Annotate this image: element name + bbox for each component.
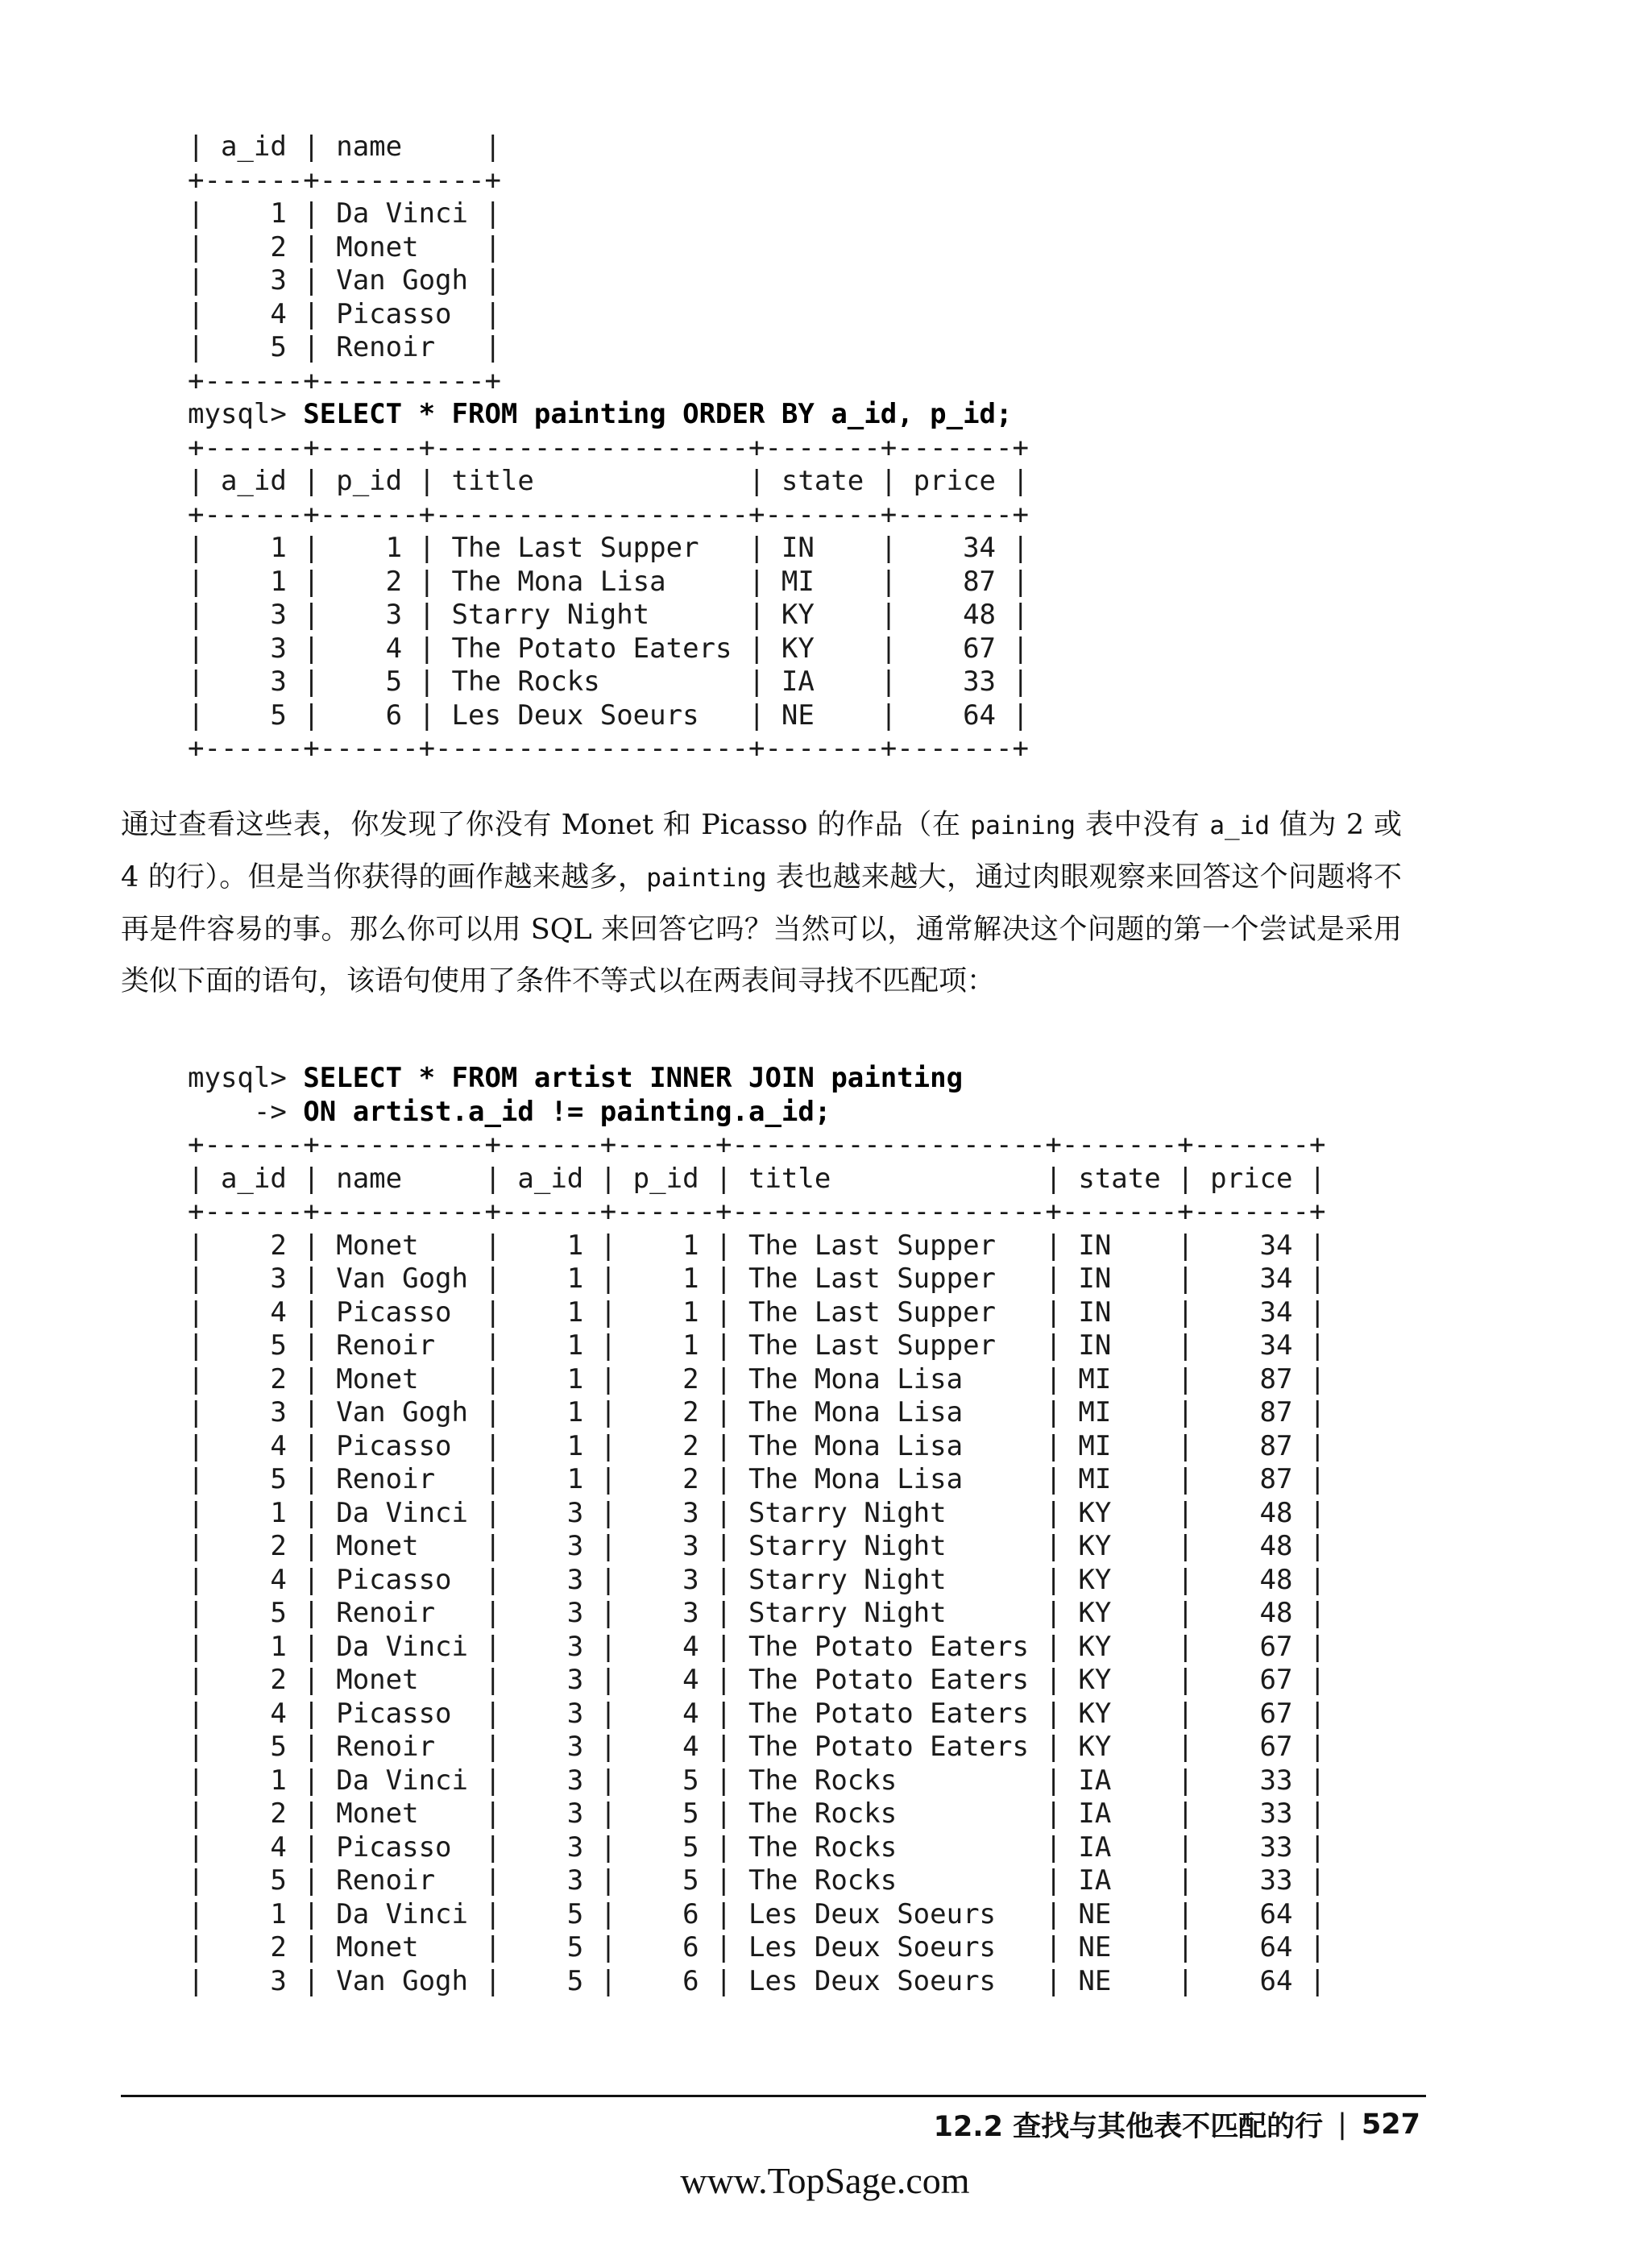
page-footer xyxy=(934,2104,1420,2145)
join-table-output: +------+----------+------+------+-------------------+-------+-------+ | a_id | name | a_id | p_id | title | state | price | +------+----------+------+------+-------------------+-------+-------+ | 2 | Monet | 1 | 1 | The Last Supper | IN | 34 | | 3 | Van Gogh | 1 | 1 | The Last Supper | IN | 34 | | 4 | Picasso | 1 | 1 | The Last Supper | IN | 34 | | 5 | Renoir | 1 | 1 | The Last Supper | IN | 34 | | 2 | Monet | 1 | 2 | The Mona Lisa | MI | 87 | | 3 | Van Gogh | 1 | 2 | The Mona Lisa | MI | 87 | | 4 | Picasso | 1 | 2 | The Mona Lisa | MI | 87 | | 5 | Renoir | 1 | 2 | The Mona Lisa | MI | 87 | | 1 | Da Vinci | 3 | 3 | Starry Night | KY | 48 | | 2 | Monet | 3 | 3 | Starry Night | KY | 48 | | 4 | Picasso | 3 | 3 | Starry Night | KY | 48 | | 5 | Renoir | 3 | 3 | Starry Night | KY | 48 | | 1 | Da Vinci | 3 | 4 | The Potato Eaters | KY | 67 | | 2 | Monet | 3 | 4 | The Potato Eaters | KY | 67 | | 4 | Picasso | 3 | 4 | The Potato Eaters | KY | 67 | | 5 | Renoir | 3 | 4 | The Potato Eaters | KY | 67 | | 1 | Da Vinci | 3 | 5 | The Rocks | IA | 33 | | 2 | Monet | 3 | 5 | The Rocks | IA | 33 | | 4 | Picasso | 3 | 5 | The Rocks | IA | 33 | | 5 | Renoir | 3 | 5 | The Rocks | IA | 33 | | 1 | Da Vinci | 5 | 6 | Les Deux Soeurs | NE | 64 | | 2 | Monet | 5 | 6 | Les Deux Soeurs | NE | 64 | | 3 | Van Gogh | 5 | 6 | Les Deux Soeurs | NE | 64 | xyxy=(188,1129,1326,1997)
footer-divider xyxy=(121,2095,1426,2097)
code-block-inner-join xyxy=(188,1062,1325,1998)
paragraph-text: 通过查看这些表，你发现了你没有 Monet 和 Picasso 的作品（在 xyxy=(121,809,971,841)
painting-table-output: +------+------+-------------------+-------+-------+ | a_id | p_id | title | state | price | +------+------+-------------------+-------+-------+ | 1 | 1 | The Last Supper | IN | 34 | | 1 | 2 | The Mona Lisa | MI | 87 | | 3 | 3 | Starry Night | KY | 48 | | 3 | 4 | The Potato Eaters | KY | 67 | | 3 | 5 | The Rocks | IA | 33 | | 5 | 6 | Les Deux Soeurs | NE | 64 | +------+------+-------------------+-------+-------+ xyxy=(188,431,1029,765)
page-number: 527 xyxy=(1361,2108,1420,2141)
inline-code-paining: paining xyxy=(970,811,1076,840)
section-title: 12.2 查找与其他表不匹配的行 xyxy=(933,2111,1324,2143)
watermark-url: www.TopSage.com xyxy=(680,2160,970,2201)
sql-inner-join-line2: ON artist.a_id != painting.a_id; xyxy=(303,1095,831,1128)
query-prompt: mysql> xyxy=(188,398,304,430)
inline-code-painting: painting xyxy=(646,864,767,893)
paragraph-text: 值为 2 或 4 的行）。但是当你获得的画作越来越多， xyxy=(121,809,1402,894)
sql-inner-join-line1: SELECT * FROM artist INNER JOIN painting xyxy=(303,1062,964,1094)
continuation-prompt: -> xyxy=(188,1095,304,1128)
footer-separator: | xyxy=(1337,2108,1347,2141)
code-block-artist-and-painting xyxy=(188,131,1029,766)
paragraph-text: 表中没有 xyxy=(1076,809,1210,841)
sql-select-painting: SELECT * FROM painting ORDER BY a_id, p_id; xyxy=(303,398,1013,430)
paragraph-text: 表也越来越大，通过肉眼观察来回答这个问题将不再是件容易的事。那么你可以用 SQL 来回答它吗？当然可以，通常解决这个问题的第一个尝试是采用类似下面的语句，该语句使用了条件不等式以在两表间寻找不匹配项： xyxy=(121,861,1402,997)
artist-table-output: | a_id | name | +------+----------+ | 1 | Da Vinci | | 2 | Monet | | 3 | Van Gogh | | 4 | Picasso | | 5 | Renoir | +------+----------+ xyxy=(188,131,501,397)
query-prompt: mysql> xyxy=(188,1062,304,1094)
body-paragraph xyxy=(121,799,1402,1007)
inline-code-a-id: a_id xyxy=(1209,811,1270,840)
